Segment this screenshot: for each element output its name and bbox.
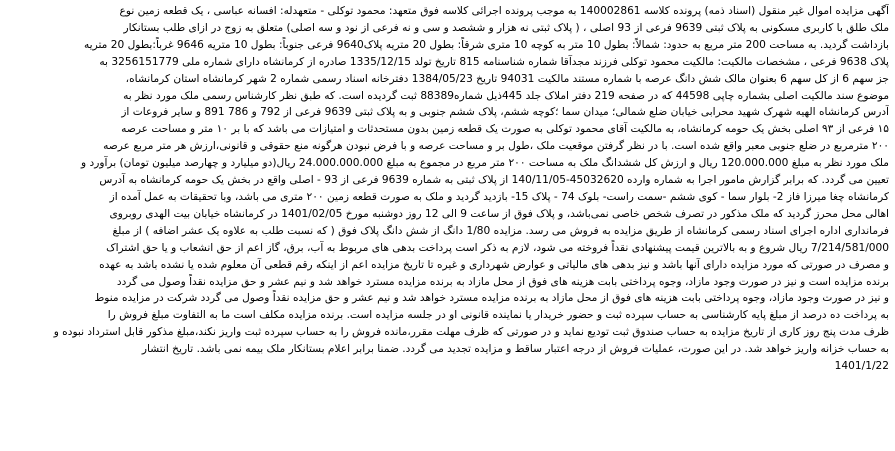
notice-line: آگهی مزایده اموال غیر منقول (اسناد ذمه) پرونده کلاسه 140002861 به موجب پرونده اجرائی کلاسه فوق متعهد: محمود توکلی - متعهدله: افسانه عباسی ، یک قطعه زمین نوع [119,5,889,17]
notice-line: به پرداخت ده درصد از مبلغ پایه کارشناسی به حساب سپرده ثبت و حضور خریدار یا نماینده قانونی او در جلسه مزایده است. برنده مزایده مکلف است ما به التفاوت مبلغ فروش را [107,309,889,322]
notice-line: ۱۵ فرعی از ۹۳ اصلی بخش یک حومه کرمانشاه، به مالکیت آقای محمود توکلی به صورت یک قطعه زمین بدون مستحدثات و امتیازات می باشد که با بر ۱۰ متر و مساحت عرصه [121,123,889,136]
notice-line: بازداشت گردید. به مساحت 200 متر مربع به حدود: شمالاً: بطول 10 متر به کوچه 10 متری شرقاً: بطول 20 متریه پلاک9640 فرعی جنوباً: بطول 10 متریه 9646 غرباً:بطول 20 متریه [84,38,889,51]
notice-line: ملک طلق با کاربری مسکونی به پلاک ثبتی 9639 فرعی از 93 اصلی ، ( پلاک ثبتی نه هزار و ششصد و سی و نه فرعی از نود و سه اصلی) متعلق به زوج در ازای طلب بستانکار [123,21,889,34]
notice-line: تعیین می گردد. که برابر گزارش مامور اجرا به شماره وارده 45032620-140/11/05 از پلاک ثبتی به شماره 9639 فرعی از 93 - اصلی واقع در بخش یک حومه کرمانشاه به آدرس [99,174,889,187]
notice-line: کرمانشاه چغا میرزا فاز 2- بلوار سما - کوی ششم -سمت راست- بلوک 74 - پلاک 15- بازدید گردید و ملک به صورت قطعه زمین ۲۰۰ متری می باشد، وبا تحقیقات به عمل آمده از [109,190,889,203]
notice-line: پلاک 9638 فرعی ، مشخصات مالکیت: مالکیت محمود توکلی فرزند مجدآقا شماره شناسنامه 815 تاریخ تولد 1335/12/15 صادره از کرمانشاه دارای شماره ملی 3256151779 به [99,55,889,68]
auction-notice [6,3,889,449]
notice-line: ملک مورد نظر به مبلغ 120.000.000 ریال و ارزش کل ششدانگ ملک به مساحت ۲۰۰ متر مربع در مجموع به مبلغ 24.000.000.000 ریال(دو میلیارد و چهارصد میلیون تومان) برآورد و [81,157,889,170]
notice-line: ۲۰۰ مترمربع در ضلع جنوبی معبر واقع شده است. با در نظر گرفتن موقعیت ملک ،طول بر و مساحت عرصه و با فرض نبودن هرگونه منع حقوقی و قانونی،ارزش هر متر مربع عرصه [103,140,889,153]
notice-line: و مصرف در صورتی که مورد مزایده دارای آنها باشد و نیز بدهی های مالیاتی و عوارض شهرداری و غیره تا تاریخ مزایده اعم از اینکه رقم قطعی آن معلوم شده یا نشده باشد به عهده [99,258,889,271]
notice-line: فرمانداری اداره اجرای اسناد رسمی کرمانشاه از طریق مزایده به فروش می رسد. مزایده 1/80 دانگ از شش دانگ پلاک فوق ( که نسبت طلب به علاوه یک عشر اضافه ) از مبلغ [112,224,889,237]
notice-line: ظرف مدت پنج روز کاری از تاریخ مزایده به حساب صندوق ثبت تودیع نماید و در صورتی که ظرف مهلت مقرر،مانده فروش را به حساب سپرده ثبت واریز نکند،مبلغ مذکور قابل استرداد نبوده و [53,326,889,339]
notice-line: جز سهم 6 از کل سهم 6 بعنوان مالک شش دانگ عرصه با شماره مستند مالکیت 94031 تاریخ 1384/05/23 دفترخانه اسناد رسمی شماره 2 شهر کرمانشاه استان کرمانشاه، [125,72,889,85]
notice-line: اهالی محل محرز گردید که ملک مذکور در تصرف شخص خاصی نمی‌باشد، و پلاک فوق از ساعت 9 الی 12 روز دوشنبه مورخ 1401/02/05 در کرمانشاه خیابان بیت الهدی روبروی [109,207,889,220]
notice-line: 7/214/581/000 ریال شروع و به بالاترین قیمت پیشنهادی نقداً فروخته می شود، لازم به ذکر است پرداخت بدهی های مربوط به آب، برق، گاز اعم از حق انشعاب و یا حق اشتراک [106,241,889,254]
notice-line: موضوع سند مالکیت اصلی بشماره چاپی 44598 که در صفحه 219 دفتر املاک جلد 445ذیل شماره88389 ثبت گردیده است. که طبق نظر کارشناس رسمی ملک مورد نظر به [123,89,889,102]
publication-date: 1401/1/22 [834,360,889,373]
notice-line: به حساب خزانه واریز خواهد شد. در این صورت، عملیات فروش از درجه اعتبار ساقط و مزایده تجدید می گردد. ضمنا برابر اعلام بستانکار ملک بیمه نمی باشد. تاریخ انتشار [141,343,889,356]
notice-line: برنده مزایده است و نیز در صورت وجود مازاد، وجوه پرداختی بابت هزینه های فوق از محل مازاد به برنده مزایده مسترد خواهد شد و نیم عشر و حق مزایده نقداً وصول می گردد [116,275,889,288]
notice-line: و نیز در صورت وجود مازاد، وجوه پرداختی بابت هزینه های فوق از محل مازاد به برنده مزایده مسترد خواهد شد و نیم عشر و حق مزایده نقداً وصول می گردد شرکت در مزایده منوط [94,292,889,305]
notice-line: آدرس کرمانشاه الهیه شهرک شهید محرابی خیابان ضلع شمالی؛ میدان سما ؛کوچه ششم، پلاک ششم جنوبی و به پلاک ثبتی 9639 فرعی از 792 و 786 891 و سایر فروعات از [121,106,889,119]
